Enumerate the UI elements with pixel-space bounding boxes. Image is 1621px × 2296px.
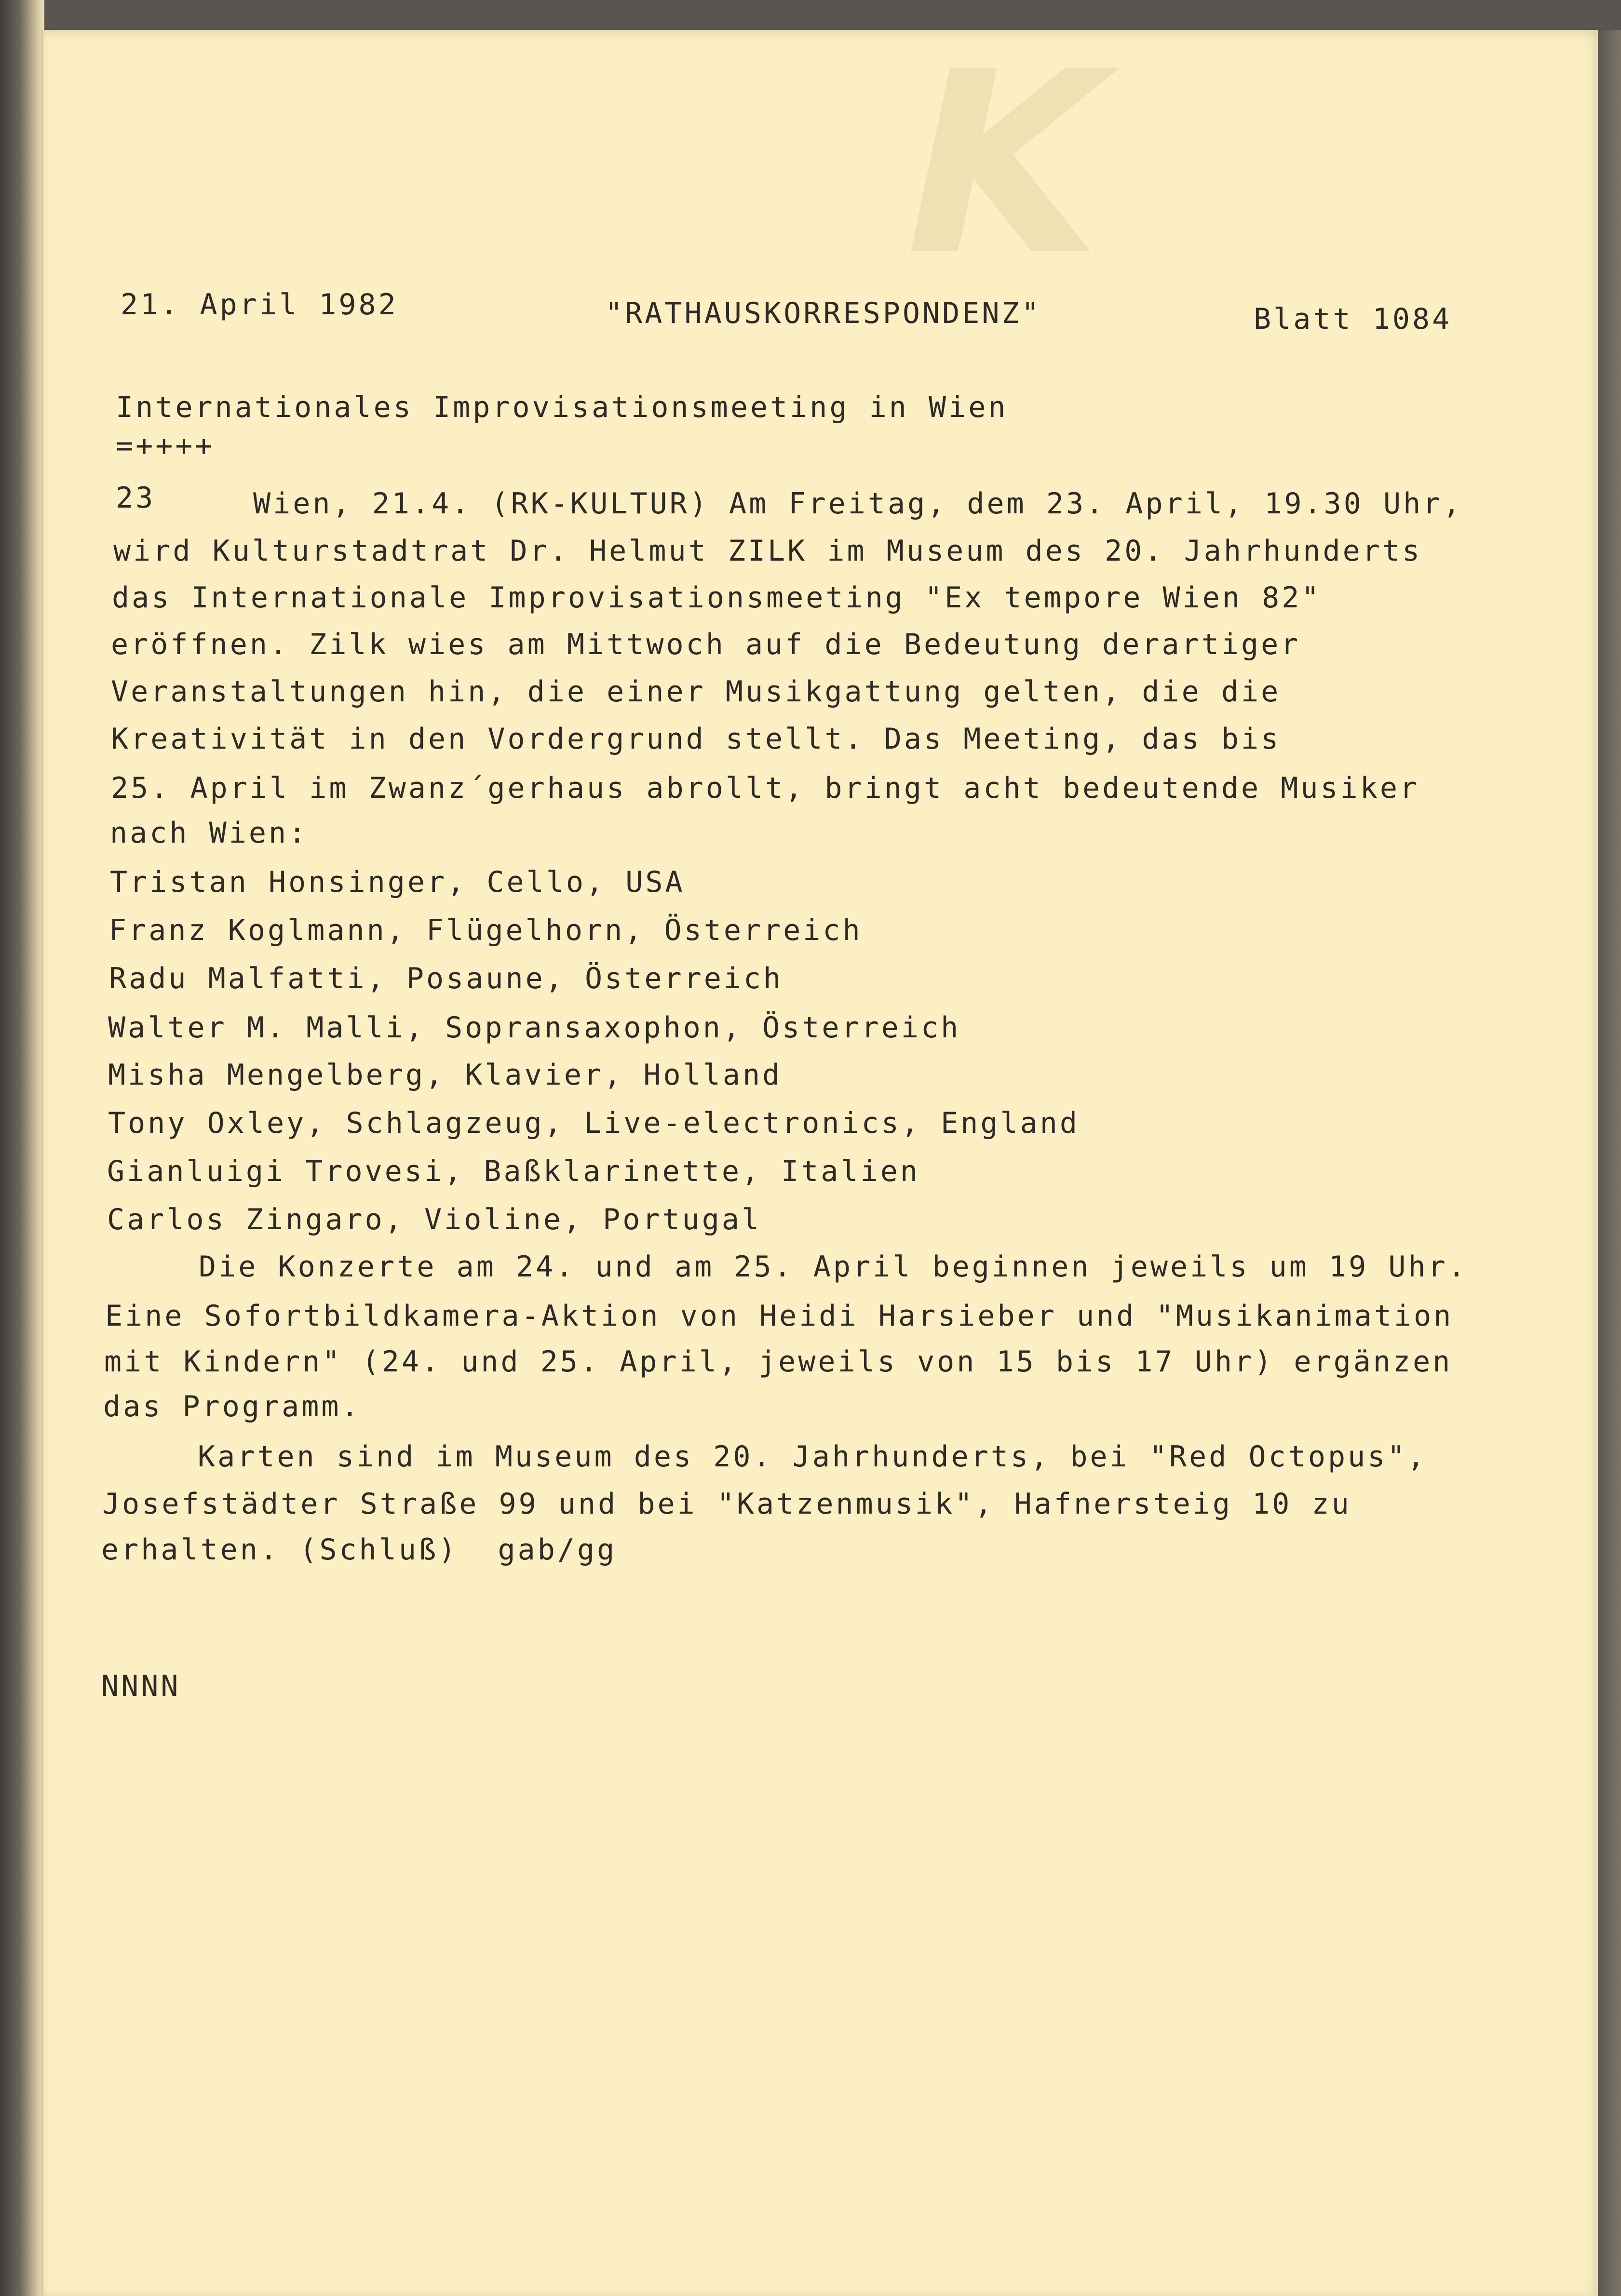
musician-entry: Walter M. Malli, Sopransaxophon, Österreich	[108, 1011, 961, 1045]
musician-entry: Gianluigi Trovesi, Baßklarinette, Italien	[107, 1155, 920, 1188]
musician-entry: Radu Malfatti, Posaune, Österreich	[109, 962, 783, 995]
musician-entry: Misha Mengelberg, Klavier, Holland	[108, 1058, 783, 1092]
paragraph-line: mit Kindern" (24. und 25. April, jeweils von 15 bis 17 Uhr) ergänzen	[104, 1345, 1453, 1379]
musician-entry: Carlos Zingaro, Violine, Portugal	[107, 1203, 762, 1236]
header-date: 21. April 1982	[121, 288, 398, 322]
paragraph-line: Eine Sofortbildkamera-Aktion von Heidi Harsieber und "Musikanimation	[105, 1299, 1454, 1333]
header-publication: "RATHAUSKORRESPONDENZ"	[605, 296, 1041, 330]
paragraph-line: 25. April im Zwanz´gerhaus abrollt, bringt acht bedeutende Musiker	[111, 771, 1420, 805]
article-number: 23	[116, 481, 156, 515]
paragraph-line: nach Wien:	[110, 816, 309, 850]
headline-title: Internationales Improvisationsmeeting in Wien	[116, 390, 1008, 424]
paragraph-line: Wien, 21.4. (RK-KULTUR) Am Freitag, dem 23. April, 19.30 Uhr,	[253, 487, 1463, 521]
paragraph-line: erhalten. (Schluß) gab/gg	[101, 1533, 617, 1567]
paragraph-line: wird Kulturstadtrat Dr. Helmut ZILK im Museum des 20. Jahrhunderts	[113, 534, 1422, 568]
paragraph-line: Josefstädter Straße 99 und bei "Katzenmusik", Hafnersteig 10 zu	[102, 1487, 1351, 1521]
watermark-letter: K	[875, 18, 1132, 310]
musician-entry: Franz Koglmann, Flügelhorn, Österreich	[109, 913, 863, 947]
page-right-edge	[1598, 30, 1621, 2296]
paragraph-line: Veranstaltungen hin, die einer Musikgattung gelten, die die	[111, 675, 1281, 709]
header-sheet-number: Blatt 1084	[1254, 302, 1452, 336]
watermark-logo	[875, 18, 1132, 310]
headline-rule: =++++	[116, 429, 215, 463]
paragraph-line: das Internationale Improvisationsmeeting "Ex tempore Wien 82"	[112, 581, 1322, 615]
paragraph-line: Karten sind im Museum des 20. Jahrhunderts, bei "Red Octopus",	[198, 1440, 1427, 1474]
musician-entry: Tristan Honsinger, Cello, USA	[110, 865, 685, 899]
musician-entry: Tony Oxley, Schlagzeug, Live-electronics, England	[108, 1106, 1080, 1140]
paragraph-line: eröffnen. Zilk wies am Mittwoch auf die Bedeutung derartiger	[111, 628, 1301, 661]
paragraph-line: Die Konzerte am 24. und am 25. April beginnen jeweils um 19 Uhr.	[199, 1250, 1468, 1284]
end-mark: NNNN	[101, 1669, 181, 1703]
binding-edge	[0, 0, 44, 2296]
paragraph-line: das Programm.	[103, 1390, 361, 1423]
paragraph-line: Kreativität in den Vordergrund stellt. Das Meeting, das bis	[111, 722, 1281, 756]
